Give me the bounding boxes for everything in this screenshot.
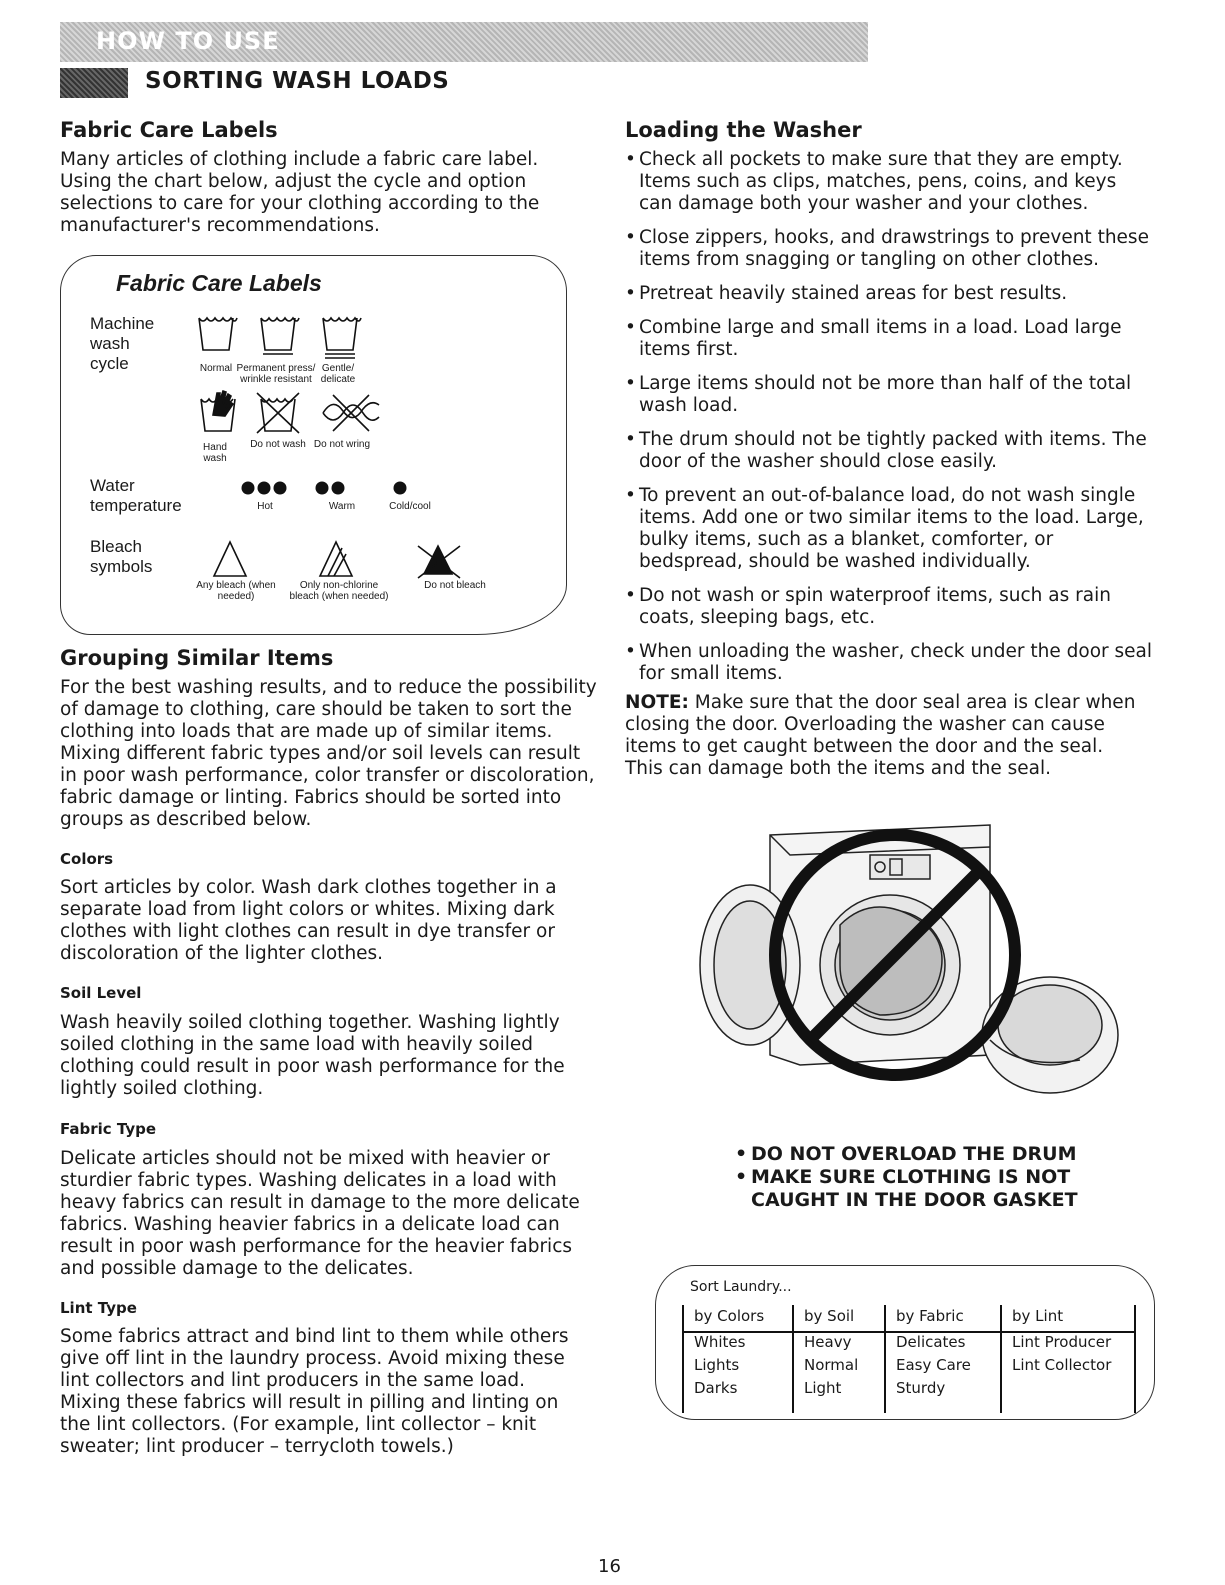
fabric-care-intro: Many articles of clothing include a fabric care label. Using the chart below, adjust the cycle and option selections to care for your clothing according to the manufacturer's recommendations. (60, 149, 540, 236)
section-header-bar (60, 22, 868, 62)
sort-item: Delicates (896, 1333, 966, 1351)
lint-type-text: Some fabrics attract and bind lint to them while others give off lint in the laundry process. Avoid mixing these lint collectors and lint producers in the same load. Mixing these fabrics will result in pilling and linting on the lint collectors. (For example, lint collector – knit sweater; lint producer – terrycloth towels.) (60, 1326, 569, 1457)
warm-dot-2 (332, 482, 345, 495)
wash-normal-caption: Normal (199, 363, 233, 374)
loading-bullet: • Check all pockets to make sure that they are empty. Items such as clips, matches, pens, coins, and keys can damage both your washer and your clothes. (625, 149, 1155, 215)
sort-column-lint (1000, 1305, 1134, 1413)
do-not-wash-caption: Do not wash (250, 439, 306, 450)
sort-column-header: by Fabric (896, 1307, 964, 1325)
hand-wash-icons (195, 385, 385, 440)
section-title: SORTING WASH LOADS (145, 68, 450, 94)
any-bleach-icon (214, 542, 246, 576)
sort-column-fabric (884, 1305, 1000, 1413)
grouping-intro: For the best washing results, and to reduce the possibility of damage to clothing, care should be taken to sort the clothing into loads that are made up of similar items. Mixing different fabric types and/or soil levels can result in poor wash performance, color transfer or discoloration, fabric damage or linting. Fabrics should be sorted into groups as described below. (60, 677, 597, 830)
soil-level-text: Wash heavily soiled clothing together. Washing lightly soiled clothing in the same load with heavily soiled clothing could result in poor wash performance for the lightly soiled clothing. (60, 1012, 565, 1099)
wash-permanent-press-icon (261, 318, 299, 350)
do-not-wring-icon (323, 403, 379, 420)
sort-column-soil (792, 1305, 884, 1413)
do-not-wring-caption: Do not wring (313, 439, 371, 450)
sort-item: Normal (804, 1356, 859, 1374)
wash-gentle-icon (323, 318, 361, 350)
fabric-type-heading: Fabric Type (60, 1120, 157, 1138)
sort-laundry-title: Sort Laundry... (690, 1279, 792, 1295)
non-chlorine-bleach-caption: Only non-chlorine bleach (when needed) (289, 580, 389, 602)
warm-caption: Warm (328, 501, 356, 512)
sort-item: Lint Collector (1012, 1356, 1112, 1374)
wash-gentle-caption: Gentle/ delicate (320, 363, 356, 385)
hand-wash-caption: Hand wash (203, 442, 227, 464)
sort-item: Darks (694, 1379, 738, 1397)
sort-item: Light (804, 1379, 842, 1397)
sort-column-header: by Soil (804, 1307, 855, 1325)
soil-level-heading: Soil Level (60, 984, 142, 1002)
sort-column-header: by Lint (1012, 1307, 1064, 1325)
cold-dot-1 (394, 482, 407, 495)
loading-bullet: • Pretreat heavily stained areas for best results. (625, 283, 1155, 305)
sort-item: Heavy (804, 1333, 852, 1351)
grouping-heading: Grouping Similar Items (60, 646, 334, 670)
hot-caption: Hot (257, 501, 273, 512)
cold-caption: Cold/cool (389, 501, 431, 512)
loading-bullet: • The drum should not be tightly packed with items. The door of the washer should close easily. (625, 429, 1155, 473)
hot-dot-3 (274, 482, 287, 495)
section-marker-block (60, 68, 128, 98)
header-bar-label: HOW TO USE (96, 27, 280, 55)
warning-list (735, 1143, 1078, 1212)
water-temperature-label: Water temperature (90, 476, 182, 515)
sort-item: Easy Care (896, 1356, 971, 1374)
sort-item: Whites (694, 1333, 746, 1351)
loading-note (625, 692, 1145, 780)
wash-tub-icons (195, 312, 375, 362)
loading-heading: Loading the Washer (625, 118, 862, 142)
do-not-wash-icon (261, 399, 295, 431)
sort-column-colors (682, 1305, 792, 1413)
colors-heading: Colors (60, 850, 114, 868)
loading-bullet: • When unloading the washer, check under the door seal for small items. (625, 641, 1155, 685)
colors-text: Sort articles by color. Wash dark clothes together in a separate load from light colors or whites. Mixing dark clothes with light clothes can result in dye transfer or discoloration of the lighter clothes. (60, 877, 557, 964)
warning-gasket-cont: CAUGHT IN THE DOOR GASKET (751, 1189, 1078, 1211)
warm-dot-1 (316, 482, 329, 495)
loading-bullet: • Large items should not be more than half of the total wash load. (625, 373, 1155, 417)
bleach-symbols-label: Bleach symbols (90, 537, 153, 576)
loading-bullet: • To prevent an out-of-balance load, do not wash single items. Add one or two similar items to the load. Large, bulky items, such as a blanket, comforter, or bedspread, should be washed individually. (625, 485, 1155, 573)
loading-bullet: • Do not wash or spin waterproof items, such as rain coats, sleeping bags, etc. (625, 585, 1155, 629)
overloaded-washer-illustration (690, 815, 1130, 1115)
fabric-type-text: Delicate articles should not be mixed with heavier or sturdier fabric types. Washing delicates in a load with heavy fabrics can result in damage to the more delicate fabrics. Washing heavier fabrics in a delicate load can result in poor wash performance for the heavier fabrics and possible damage to the delicates. (60, 1148, 580, 1279)
sort-header-rule (682, 1331, 1134, 1333)
sort-item: Lint Producer (1012, 1333, 1112, 1351)
warning-gasket: • MAKE SURE CLOTHING IS NOT (735, 1166, 1078, 1189)
wash-permanent-press-caption: Permanent press/ wrinkle resistant (236, 363, 316, 385)
do-not-bleach-caption: Do not bleach (424, 580, 486, 591)
lint-type-heading: Lint Type (60, 1299, 137, 1317)
note-text: Make sure that the door seal area is clear when closing the door. Overloading the washer can cause items to get caught between the door and the seal. This can damage both the items and the seal. (625, 692, 1136, 779)
sort-column-header: by Colors (694, 1307, 765, 1325)
loading-bullet-list (625, 149, 1155, 697)
hot-dot-2 (258, 482, 271, 495)
any-bleach-caption: Any bleach (when needed) (196, 580, 276, 602)
loading-bullet: • Combine large and small items in a load. Load large items first. (625, 317, 1155, 361)
sort-item: Sturdy (896, 1379, 946, 1397)
note-label: NOTE: (625, 692, 689, 713)
loading-bullet: • Close zippers, hooks, and drawstrings to prevent these items from snagging or tangling on other clothes. (625, 227, 1155, 271)
fabric-care-chart-title: Fabric Care Labels (116, 270, 322, 296)
sort-table-end-rule (1134, 1305, 1136, 1413)
fabric-care-heading: Fabric Care Labels (60, 118, 278, 142)
wash-normal-icon (199, 318, 237, 350)
warning-overload: • DO NOT OVERLOAD THE DRUM (735, 1143, 1078, 1166)
bleach-icons (210, 538, 490, 580)
water-temperature-dots (240, 480, 420, 500)
sort-item: Lights (694, 1356, 740, 1374)
hot-dot-1 (242, 482, 255, 495)
machine-wash-label: Machine wash cycle (90, 314, 155, 373)
page-number: 16 (598, 1556, 621, 1577)
